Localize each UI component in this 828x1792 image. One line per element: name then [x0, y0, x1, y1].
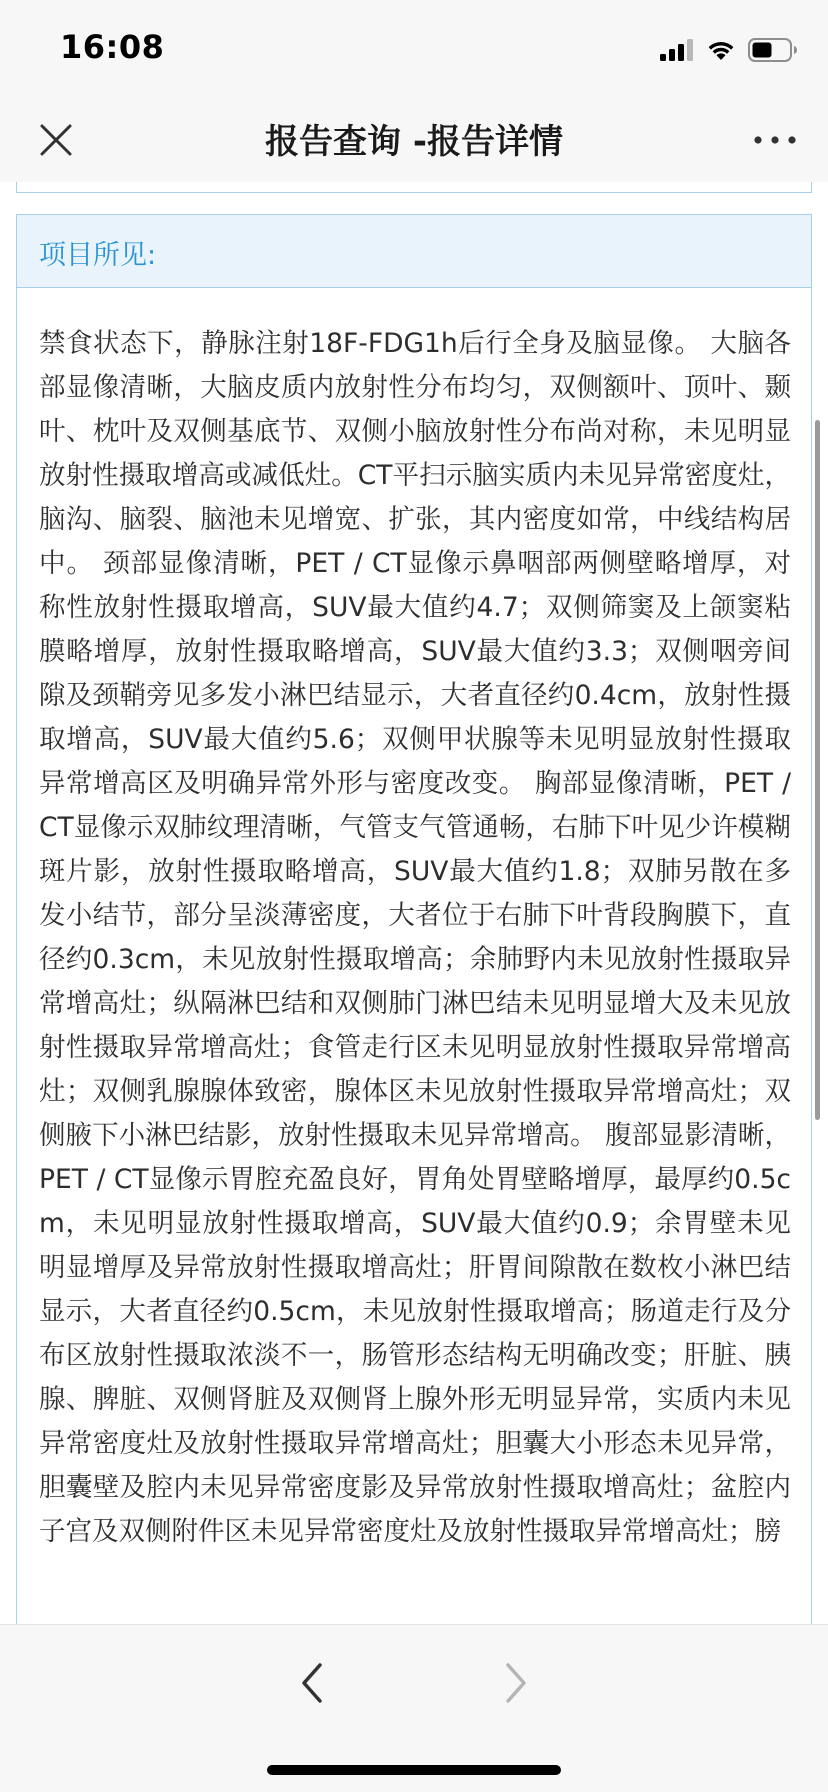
findings-card: [16, 214, 812, 1624]
more-icon[interactable]: [752, 120, 798, 160]
scrollbar[interactable]: [815, 420, 820, 1120]
report-content[interactable]: [0, 182, 828, 1624]
chevron-right-icon[interactable]: [496, 1657, 536, 1709]
signal-icon: [660, 39, 694, 61]
page-title: 报告查询 -报告详情: [265, 122, 563, 162]
wifi-icon: [706, 39, 736, 61]
findings-text: 禁食状态下，静脉注射18F-FDG1h后行全身及脑显像。 大脑各部显像清晰，大脑皮质内放射性分布均匀，双侧额叶、顶叶、颞叶、枕叶及双侧基底节、双侧小脑放射性分布尚对称，未见明显放射性摄取增高或减低灶。CT平扫示脑实质内未见异常密度灶，脑沟、脑裂、脑池未见增宽、扩张，其内密度如常，中线结构居中。 颈部显像清晰，PET / CT显像示鼻咽部两侧壁略增厚，对称性放射性摄取增高，SUV最大值约4.7；双侧筛窦及上颌窦粘膜略增厚，放射性摄取略增高，SUV最大值约3.3；双侧咽旁间隙及颈鞘旁见多发小淋巴结显示，大者直径约0.4cm，放射性摄取增高，SUV最大值约5.6；双侧甲状腺等未见明显放射性摄取异常增高区及明确异常外形与密度改变。 胸部显像清晰，PET / CT显像示双肺纹理清晰，气管支气管通畅，右肺下叶见少许模糊斑片影，放射性摄取略增高，SUV最大值约1.8；双肺另散在多发小结节，部分呈淡薄密度，大者位于右肺下叶背段胸膜下，直径约0.3cm，未见放射性摄取增高；余肺野内未见放射性摄取异常增高灶；纵隔淋巴结和双侧肺门淋巴结未见明显增大及未见放射性摄取异常增高灶；食管走行区未见明显放射性摄取异常增高灶；双侧乳腺腺体致密，腺体区未见放射性摄取异常增高灶；双侧腋下小淋巴结影，放射性摄取未见异常增高。 腹部显影清晰，PET / CT显像示胃腔充盈良好，胃角处胃壁略增厚，最厚约0.5cm，未见明显放射性摄取增高，SUV最大值约0.9；余胃壁未见明显增厚及异常放射性摄取增高灶；肝胃间隙散在数枚小淋巴结显示，大者直径约0.5cm，未见放射性摄取增高；肠道走行及分布区放射性摄取浓淡不一，肠管形态结构无明确改变；肝脏、胰腺、脾脏、双侧肾脏及双侧肾上腺外形无明显异常，实质内未见异常密度灶及放射性摄取异常增高灶；胆囊大小形态未见异常，胆囊壁及腔内未见异常密度影及异常放射性摄取增高灶；盆腔内子宫及双侧附件区未见异常密度灶及放射性摄取异常增高灶；膀: [39, 328, 791, 1547]
status-bar: [0, 0, 828, 100]
findings-title: 项目所见:: [39, 240, 157, 271]
status-icons: [660, 36, 798, 64]
chevron-left-icon[interactable]: [292, 1657, 332, 1709]
battery-icon: [748, 38, 798, 62]
findings-card-header: [17, 215, 811, 288]
navigation-bar: [0, 100, 828, 182]
status-time: 16:08: [60, 28, 165, 66]
previous-card-edge: [16, 182, 812, 193]
home-indicator[interactable]: [267, 1765, 561, 1775]
bottom-toolbar: [0, 1624, 828, 1792]
